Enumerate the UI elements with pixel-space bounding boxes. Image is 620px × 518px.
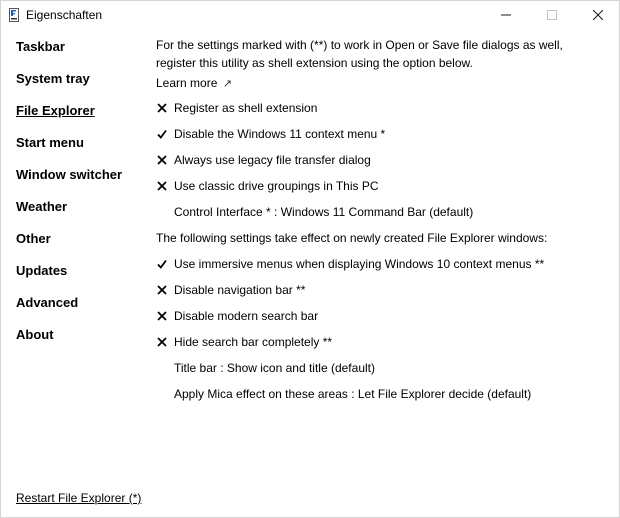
option-control-interface[interactable] <box>174 203 473 221</box>
option-label: Title bar : Show icon and title (default) <box>174 361 375 375</box>
option-hide-search-bar[interactable] <box>156 333 332 351</box>
option-legacy-file-transfer[interactable] <box>156 151 371 169</box>
cross-icon <box>156 336 168 348</box>
option-title-bar[interactable] <box>174 359 375 377</box>
option-label: Control Interface * : Windows 11 Command Bar (default) <box>174 205 474 219</box>
section-label-new-windows: The following settings take effect on newly created File Explorer windows: <box>156 231 548 245</box>
checkmark-icon <box>156 258 168 270</box>
option-immersive-menus[interactable] <box>156 255 544 273</box>
option-label: Disable navigation bar ** <box>174 283 306 297</box>
maximize-button[interactable] <box>529 1 575 29</box>
restart-file-explorer-link[interactable]: Restart File Explorer (*) <box>16 491 142 505</box>
learn-more-label: Learn more <box>156 76 218 90</box>
sidebar-nav <box>1 29 146 518</box>
sidebar-item-about[interactable]: About <box>16 327 54 342</box>
checkmark-icon <box>156 128 168 140</box>
option-label: Use immersive menus when displaying Windows 10 context menus ** <box>174 257 545 271</box>
option-label: Register as shell extension <box>174 101 318 115</box>
sidebar-item-file-explorer[interactable]: File Explorer <box>16 103 95 118</box>
close-button[interactable] <box>575 1 620 29</box>
window-title: Eigenschaften <box>26 8 103 22</box>
option-mica-effect[interactable] <box>174 385 531 403</box>
sidebar-item-system-tray[interactable]: System tray <box>16 71 90 86</box>
option-disable-navigation-bar[interactable] <box>156 281 305 299</box>
external-link-icon: ↗ <box>222 78 232 90</box>
learn-more-link[interactable] <box>156 74 232 93</box>
option-register-shell-extension[interactable] <box>156 99 317 117</box>
option-label: Use classic drive groupings in This PC <box>174 179 379 193</box>
minimize-button[interactable] <box>483 1 529 29</box>
maximize-icon <box>547 10 557 20</box>
minimize-icon <box>501 10 511 20</box>
cross-icon <box>156 284 168 296</box>
sidebar-item-other[interactable]: Other <box>16 231 51 246</box>
option-label: Apply Mica effect on these areas : Let File Explorer decide (default) <box>174 387 532 401</box>
sidebar-item-start-menu[interactable]: Start menu <box>16 135 84 150</box>
option-label: Disable modern search bar <box>174 309 319 323</box>
option-classic-drive-groupings[interactable] <box>156 177 379 195</box>
sidebar-item-taskbar[interactable]: Taskbar <box>16 39 65 54</box>
sidebar-item-window-switcher[interactable]: Window switcher <box>16 167 123 182</box>
cross-icon <box>156 154 168 166</box>
option-label: Always use legacy file transfer dialog <box>174 153 371 167</box>
title-bar[interactable] <box>1 1 620 29</box>
option-label: Hide search bar completely ** <box>174 335 333 349</box>
sidebar-item-weather[interactable]: Weather <box>16 199 68 214</box>
sidebar-item-advanced[interactable]: Advanced <box>16 295 79 310</box>
intro-text: For the settings marked with (**) to work in Open or Save file dialogs as well, register this utility as shell extension using the option below. <box>156 38 563 70</box>
sidebar-item-updates[interactable]: Updates <box>16 263 68 278</box>
cross-icon <box>156 180 168 192</box>
option-label: Disable the Windows 11 context menu * <box>174 127 386 141</box>
option-disable-modern-search-bar[interactable] <box>156 307 318 325</box>
option-disable-win11-context-menu[interactable] <box>156 125 385 143</box>
app-logo-icon <box>9 8 19 22</box>
cross-icon <box>156 102 168 114</box>
cross-icon <box>156 310 168 322</box>
close-icon <box>593 10 603 20</box>
